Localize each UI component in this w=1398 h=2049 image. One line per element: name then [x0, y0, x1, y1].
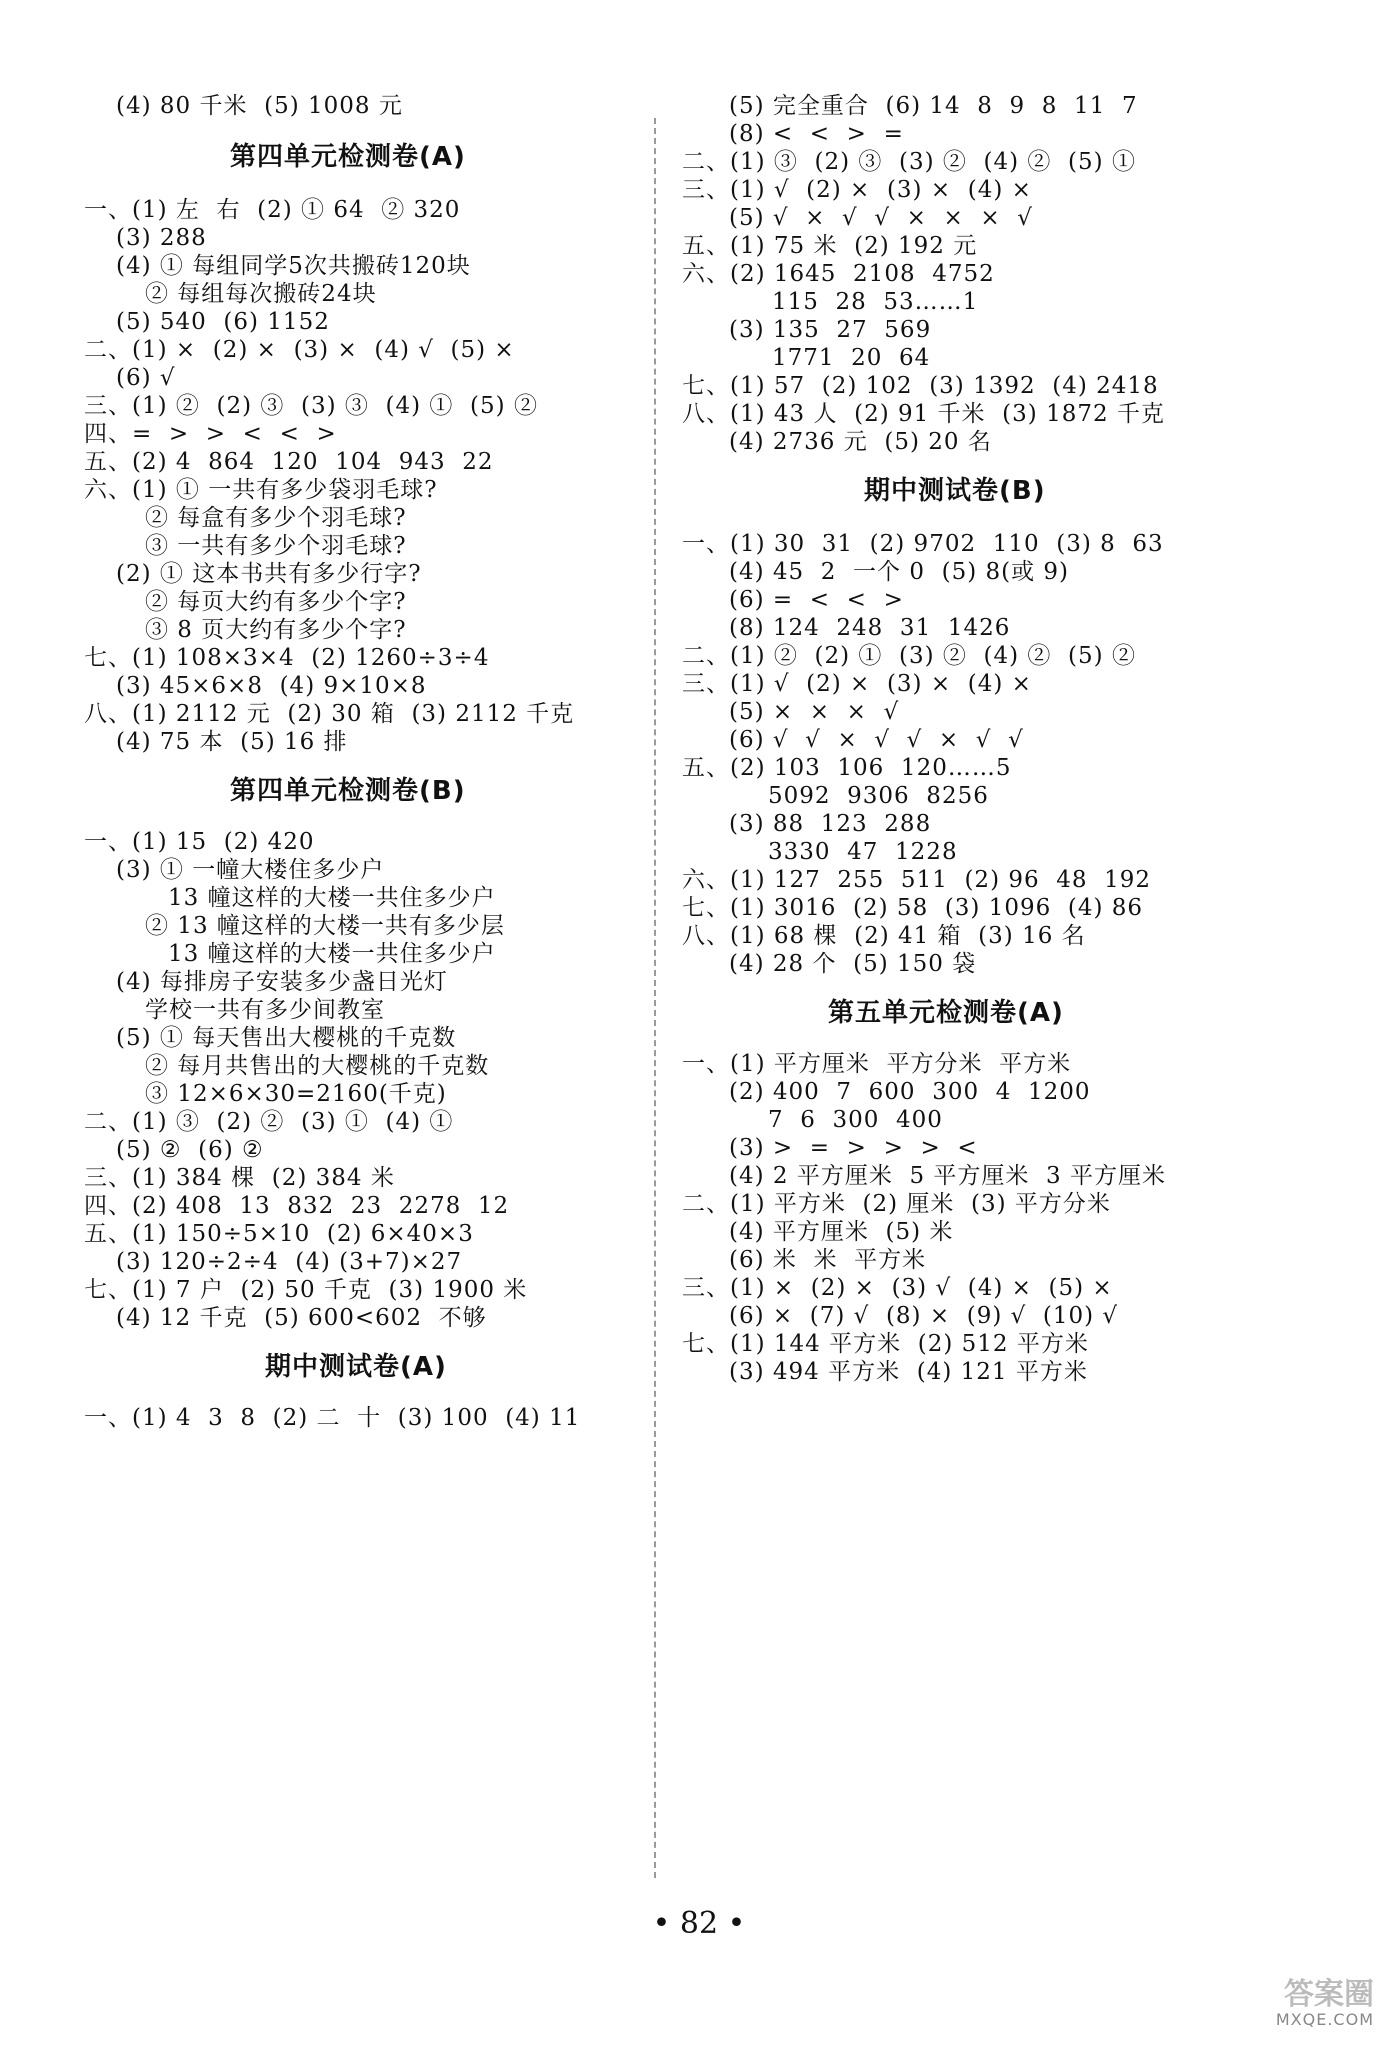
- answer-line: (4) ① 每组同学5次共搬砖120块: [116, 253, 471, 279]
- answer-line: 二、(1) 平方米 (2) 厘米 (3) 平方分米: [682, 1191, 1111, 1217]
- answer-line: 1771 20 64: [772, 345, 931, 371]
- answer-line: 二、(1) ② (2) ① (3) ② (4) ② (5) ②: [682, 643, 1136, 669]
- answer-line: (4) 45 2 一个 0 (5) 8(或 9): [729, 559, 1070, 585]
- answer-line: (4) 12 千克 (5) 600<602 不够: [116, 1305, 487, 1331]
- answer-line: (3) ① 一幢大楼住多少户: [116, 857, 385, 883]
- answer-line: (4) 2 平方厘米 5 平方厘米 3 平方厘米: [729, 1163, 1166, 1189]
- answer-line: (4) 每排房子安装多少盏日光灯: [116, 969, 448, 995]
- answer-line: 一、(1) 4 3 8 (2) 二 十 (3) 100 (4) 11: [84, 1405, 581, 1431]
- answer-line: 八、(1) 68 棵 (2) 41 箱 (3) 16 名: [682, 923, 1086, 949]
- answer-line: ③ 一共有多少个羽毛球?: [145, 533, 407, 559]
- answer-line: 二、(1) × (2) × (3) × (4) √ (5) ×: [84, 337, 515, 363]
- answer-line: ② 每月共售出的大樱桃的千克数: [145, 1053, 490, 1079]
- watermark-mark: 答案圈: [1284, 1977, 1374, 2012]
- answer-line: 一、(1) 平方厘米 平方分米 平方米: [682, 1051, 1072, 1077]
- answer-line: ② 每盒有多少个羽毛球?: [145, 505, 407, 531]
- answer-line: (6) = < < >: [729, 587, 904, 613]
- answer-line: 七、(1) 3016 (2) 58 (3) 1096 (4) 86: [682, 895, 1144, 921]
- answer-line: 13 幢这样的大楼一共住多少户: [168, 941, 496, 967]
- answer-line: 四、= > > < < >: [84, 421, 337, 447]
- answer-line: (5) 完全重合 (6) 14 8 9 8 11 7: [729, 93, 1138, 119]
- answer-line: 二、(1) ③ (2) ③ (3) ② (4) ② (5) ①: [682, 149, 1136, 175]
- answer-line: ③ 12×6×30=2160(千克): [145, 1081, 447, 1107]
- answer-line: (3) 120÷2÷4 (4) (3+7)×27: [116, 1249, 463, 1275]
- answer-line: 5092 9306 8256: [768, 783, 989, 809]
- answer-line: 7 6 300 400: [768, 1107, 943, 1133]
- answer-line: 四、(2) 408 13 832 23 2278 12: [84, 1193, 510, 1219]
- section-heading: 期中测试卷(B): [864, 476, 1046, 506]
- section-heading: 第五单元检测卷(A): [828, 998, 1064, 1028]
- answer-line: 五、(2) 103 106 120……5: [682, 755, 1012, 781]
- answer-line: (4) 80 千米 (5) 1008 元: [116, 93, 403, 119]
- answer-line: (4) 28 个 (5) 150 袋: [729, 951, 977, 977]
- answer-line: (3) 288: [116, 225, 207, 251]
- answer-line: 三、(1) ② (2) ③ (3) ③ (4) ① (5) ②: [84, 393, 538, 419]
- answer-line: 五、(1) 75 米 (2) 192 元: [682, 233, 978, 259]
- answer-line: (8) 124 248 31 1426: [729, 615, 1011, 641]
- answer-line: 三、(1) √ (2) × (3) × (4) ×: [682, 671, 1032, 697]
- answer-line: ② 每组每次搬砖24块: [145, 281, 377, 307]
- answer-line: 3330 47 1228: [768, 839, 958, 865]
- answer-line: (6) 米 米 平方米: [729, 1247, 927, 1273]
- answer-line: 七、(1) 57 (2) 102 (3) 1392 (4) 2418: [682, 373, 1159, 399]
- answer-line: 115 28 53……1: [772, 289, 979, 315]
- section-heading: 期中测试卷(A): [265, 1352, 447, 1382]
- answer-line: 三、(1) × (2) × (3) √ (4) × (5) ×: [682, 1275, 1113, 1301]
- column-divider: [654, 118, 656, 1878]
- answer-line: 13 幢这样的大楼一共住多少户: [168, 885, 496, 911]
- answer-line: (6) × (7) √ (8) × (9) √ (10) √: [729, 1303, 1119, 1329]
- answer-line: 三、(1) 384 棵 (2) 384 米: [84, 1165, 395, 1191]
- answer-line: (6) √: [116, 365, 176, 391]
- answer-line: 七、(1) 108×3×4 (2) 1260÷3÷4: [84, 645, 490, 671]
- page-number: • 82 •: [652, 1906, 746, 1941]
- answer-line: (4) 平方厘米 (5) 米: [729, 1219, 954, 1245]
- section-heading: 第四单元检测卷(B): [230, 776, 466, 806]
- answer-line: (3) 88 123 288: [729, 811, 932, 837]
- answer-line: (8) < < > =: [729, 121, 904, 147]
- answer-line: (5) ① 每天售出大樱桃的千克数: [116, 1025, 457, 1051]
- answer-line: (5) 540 (6) 1152: [116, 309, 330, 335]
- answer-line: (4) 2736 元 (5) 20 名: [729, 429, 992, 455]
- answer-line: ② 13 幢这样的大楼一共有多少层: [145, 913, 505, 939]
- answer-line: ② 每页大约有多少个字?: [145, 589, 407, 615]
- answer-line: 七、(1) 7 户 (2) 50 千克 (3) 1900 米: [84, 1277, 528, 1303]
- answer-line: 学校一共有多少间教室: [145, 997, 385, 1023]
- answer-line: 三、(1) √ (2) × (3) × (4) ×: [682, 177, 1032, 203]
- answer-line: (6) √ √ × √ √ × √ √: [729, 727, 1024, 753]
- answer-line: (2) 400 7 600 300 4 1200: [729, 1079, 1091, 1105]
- answer-line: 六、(2) 1645 2108 4752: [682, 261, 995, 287]
- answer-line: (2) ① 这本书共有多少行字?: [116, 561, 422, 587]
- answer-line: (3) 45×6×8 (4) 9×10×8: [116, 673, 427, 699]
- watermark-logo: [1224, 1969, 1374, 2029]
- answer-line: 五、(1) 150÷5×10 (2) 6×40×3: [84, 1221, 474, 1247]
- section-heading: 第四单元检测卷(A): [230, 142, 466, 172]
- answer-line: 六、(1) ① 一共有多少袋羽毛球?: [84, 477, 438, 503]
- watermark-url: MXQE.COM: [1275, 2010, 1374, 2029]
- answer-line: (3) 494 平方米 (4) 121 平方米: [729, 1359, 1088, 1385]
- answer-line: (3) > = > > > <: [729, 1135, 978, 1161]
- answer-line: (5) √ × √ √ × × × √: [729, 205, 1033, 231]
- answer-line: 一、(1) 15 (2) 420: [84, 829, 315, 855]
- answer-line: (4) 75 本 (5) 16 排: [116, 729, 348, 755]
- answer-line: (3) 135 27 569: [729, 317, 932, 343]
- answer-line: 一、(1) 左 右 (2) ① 64 ② 320: [84, 197, 461, 223]
- answer-line: 八、(1) 43 人 (2) 91 千米 (3) 1872 千克: [682, 401, 1165, 427]
- answer-line: (5) ② (6) ②: [116, 1137, 264, 1163]
- answer-line: 七、(1) 144 平方米 (2) 512 平方米: [682, 1331, 1089, 1357]
- answer-line: 五、(2) 4 864 120 104 943 22: [84, 449, 494, 475]
- answer-line: 一、(1) 30 31 (2) 9702 110 (3) 8 63: [682, 531, 1164, 557]
- answer-line: (5) × × × √: [729, 699, 900, 725]
- answer-line: 八、(1) 2112 元 (2) 30 箱 (3) 2112 千克: [84, 701, 575, 727]
- answer-line: 二、(1) ③ (2) ② (3) ① (4) ①: [84, 1109, 454, 1135]
- answer-line: 六、(1) 127 255 511 (2) 96 48 192: [682, 867, 1152, 893]
- answer-line: ③ 8 页大约有多少个字?: [145, 617, 407, 643]
